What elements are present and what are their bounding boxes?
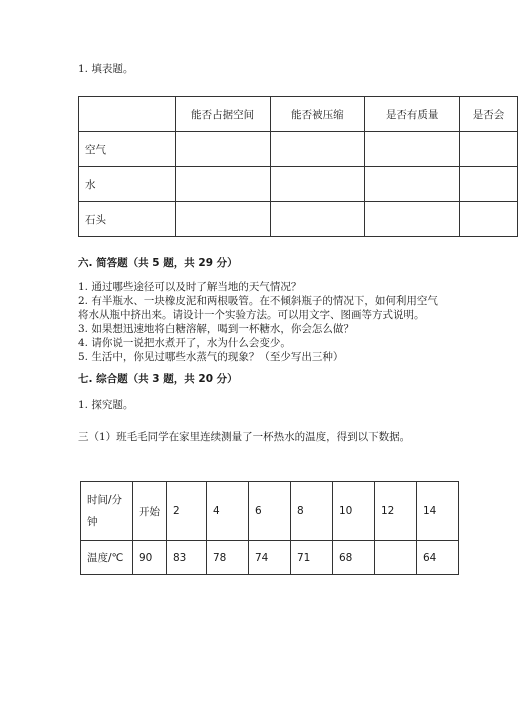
table-cell: 83 [167, 541, 207, 575]
table-cell: 10 [333, 482, 375, 541]
row-label: 石头 [79, 202, 176, 237]
table-cell: 64 [417, 541, 459, 575]
table-cell: 开始 [133, 482, 167, 541]
answer-cell [175, 167, 270, 202]
question-intro: 三（1）班毛毛同学在家里连续测量了一杯热水的温度，得到以下数据。 [78, 431, 411, 443]
answer-cell [460, 202, 518, 237]
row-label: 空气 [79, 132, 176, 167]
section-6-heading: 六. 简答题（共 5 题，共 29 分） [78, 257, 238, 269]
question-item: 将水从瓶中挤出来。请设计一个实验方法。可以用文字、图画等方式说明。 [78, 309, 425, 321]
table-cell: 71 [291, 541, 333, 575]
answer-cell [460, 132, 518, 167]
table-cell: 12 [375, 482, 417, 541]
properties-table [78, 96, 518, 237]
table-cell [375, 541, 417, 575]
answer-cell [175, 132, 270, 167]
answer-cell [270, 167, 365, 202]
table-cell: 78 [207, 541, 249, 575]
question-item: 1. 通过哪些途径可以及时了解当地的天气情况？ [78, 281, 302, 293]
table-cell: 8 [291, 482, 333, 541]
question-item: 4. 请你说一说把水煮开了，水为什么会变少。 [78, 337, 291, 349]
table-row [81, 482, 459, 541]
table-header-cell: 能否占据空间 [175, 97, 270, 132]
answer-cell [460, 167, 518, 202]
table-cell: 6 [249, 482, 291, 541]
row-label: 水 [79, 167, 176, 202]
table-header-row [79, 97, 518, 132]
question-item: 3. 如果想迅速地将白糖溶解，喝到一杯糖水，你会怎么做？ [78, 323, 354, 335]
table-cell: 68 [333, 541, 375, 575]
table-header-cell: 是否会 [460, 97, 518, 132]
table-row [79, 167, 518, 202]
table-header-cell: 能否被压缩 [270, 97, 365, 132]
answer-cell [365, 132, 460, 167]
table-cell: 时间/分钟 [81, 482, 133, 541]
table-cell: 14 [417, 482, 459, 541]
question-item: 5. 生活中，你见过哪些水蒸气的现象？（至少写出三种） [78, 351, 344, 363]
table-header-cell: 是否有质量 [365, 97, 460, 132]
table-cell: 74 [249, 541, 291, 575]
table-header-cell [79, 97, 176, 132]
temperature-table [80, 481, 459, 575]
table-cell: 4 [207, 482, 249, 541]
answer-cell [365, 167, 460, 202]
answer-cell [270, 202, 365, 237]
table-cell: 2 [167, 482, 207, 541]
table-cell: 90 [133, 541, 167, 575]
question-1-title: 1. 探究题。 [78, 399, 134, 411]
table-row [79, 202, 518, 237]
table-cell: 温度/℃ [81, 541, 133, 575]
table-row [81, 541, 459, 575]
answer-cell [175, 202, 270, 237]
question-1-title: 1. 填表题。 [78, 63, 134, 75]
table-row [79, 132, 518, 167]
answer-cell [270, 132, 365, 167]
question-item: 2. 有半瓶水、一块橡皮泥和两根吸管。在不倾斜瓶子的情况下，如何利用空气 [78, 295, 438, 307]
section-7-heading: 七. 综合题（共 3 题，共 20 分） [78, 373, 238, 385]
answer-cell [365, 202, 460, 237]
